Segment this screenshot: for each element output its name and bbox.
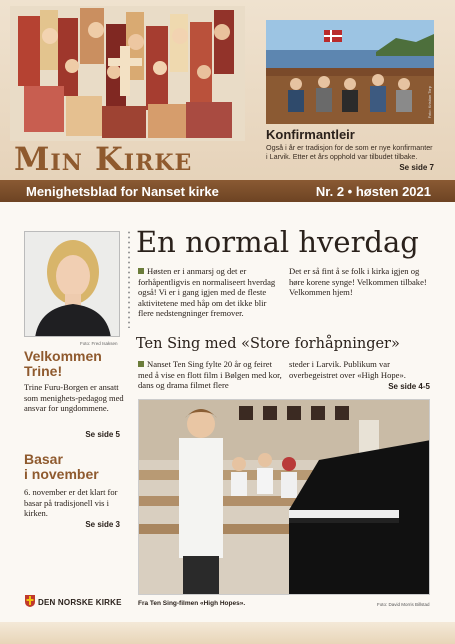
tensing-headline: Ten Sing med «Store forhåpninger» (136, 336, 400, 352)
portrait-credit: Foto: Fred Isaksen (80, 341, 118, 346)
welcome-page-ref[interactable]: Se side 5 (85, 430, 120, 439)
band-subtitle: Menighetsblad for Nanset kirke (26, 184, 219, 199)
footer-strip (0, 622, 455, 644)
tensing-col-1-text: Nanset Ten Sing fylte 20 år og feiret med å vise en flott film i Bølgen med kor, dans og drama filmet flere (138, 359, 282, 391)
main-col-1-text: Høsten er i anmarsj og det er forhåpentligvis en normaliseert hverdag også! Vi er i gang igjen med de fleste aktivitetene med håp om det ikke blir flere nedstengninger fremover. (138, 266, 276, 319)
tensing-col-2: steder i Larvik. Publikum var overbegeistret over «High Hope». (289, 359, 406, 380)
main-col-1 (138, 266, 284, 319)
tensing-photo[interactable] (138, 399, 430, 595)
portrait-photo[interactable] (24, 231, 120, 337)
tensing-col-1 (138, 359, 284, 391)
basar-text: 6. november er det klart for basar på tradisjonell vis i kirken. (24, 487, 118, 518)
square-bullet-icon (138, 268, 144, 274)
promo-title[interactable]: Konfirmantleir (266, 127, 355, 142)
welcome-text: Trine Furu-Borgen er ansatt som menighets-pedagog med ansvar for ungdommene. (24, 382, 124, 413)
basar-heading-line2: i november (24, 466, 99, 482)
promo-page-ref[interactable]: Se side 7 (399, 163, 434, 172)
promo-photo-credit: Foto: Kristian Torp (427, 85, 432, 118)
basar-page-ref[interactable]: Se side 3 (85, 520, 120, 529)
basar-heading[interactable] (24, 452, 99, 482)
promo-photo[interactable] (266, 20, 434, 124)
welcome-heading-line2: Trine! (24, 363, 63, 379)
main-col-2: Det er så fint å se folk i kirka igjen og høre korene synge! Velkommen tilbake! Velkommen hjem! (289, 266, 427, 298)
cross-shield-icon[interactable] (24, 594, 36, 613)
square-bullet-icon (138, 361, 144, 367)
band-issue: Nr. 2 • høsten 2021 (315, 184, 431, 199)
photo-caption: Fra Ten Sing-filmen «High Hopes». (138, 600, 246, 607)
welcome-heading[interactable] (24, 349, 102, 379)
masthead-title: Min Kirke (14, 140, 193, 178)
photo-credit: Foto: David Morris Billstad (377, 602, 430, 607)
issue-band (0, 180, 455, 202)
church-logo-text[interactable]: DEN NORSKE KIRKE (38, 598, 122, 607)
welcome-heading-line1: Velkommen (24, 348, 102, 364)
dotted-divider (128, 230, 130, 328)
promo-text: Også i år er tradisjon for de som er nye konfirmanter i Larvik. Etter et års opphold var tilbudet tilbake. (266, 143, 433, 161)
basar-heading-line1: Basar (24, 451, 63, 467)
mosaic-artwork (10, 6, 245, 141)
main-headline: En normal hverdag (136, 225, 419, 259)
tensing-page-ref[interactable]: Se side 4-5 (388, 382, 430, 391)
